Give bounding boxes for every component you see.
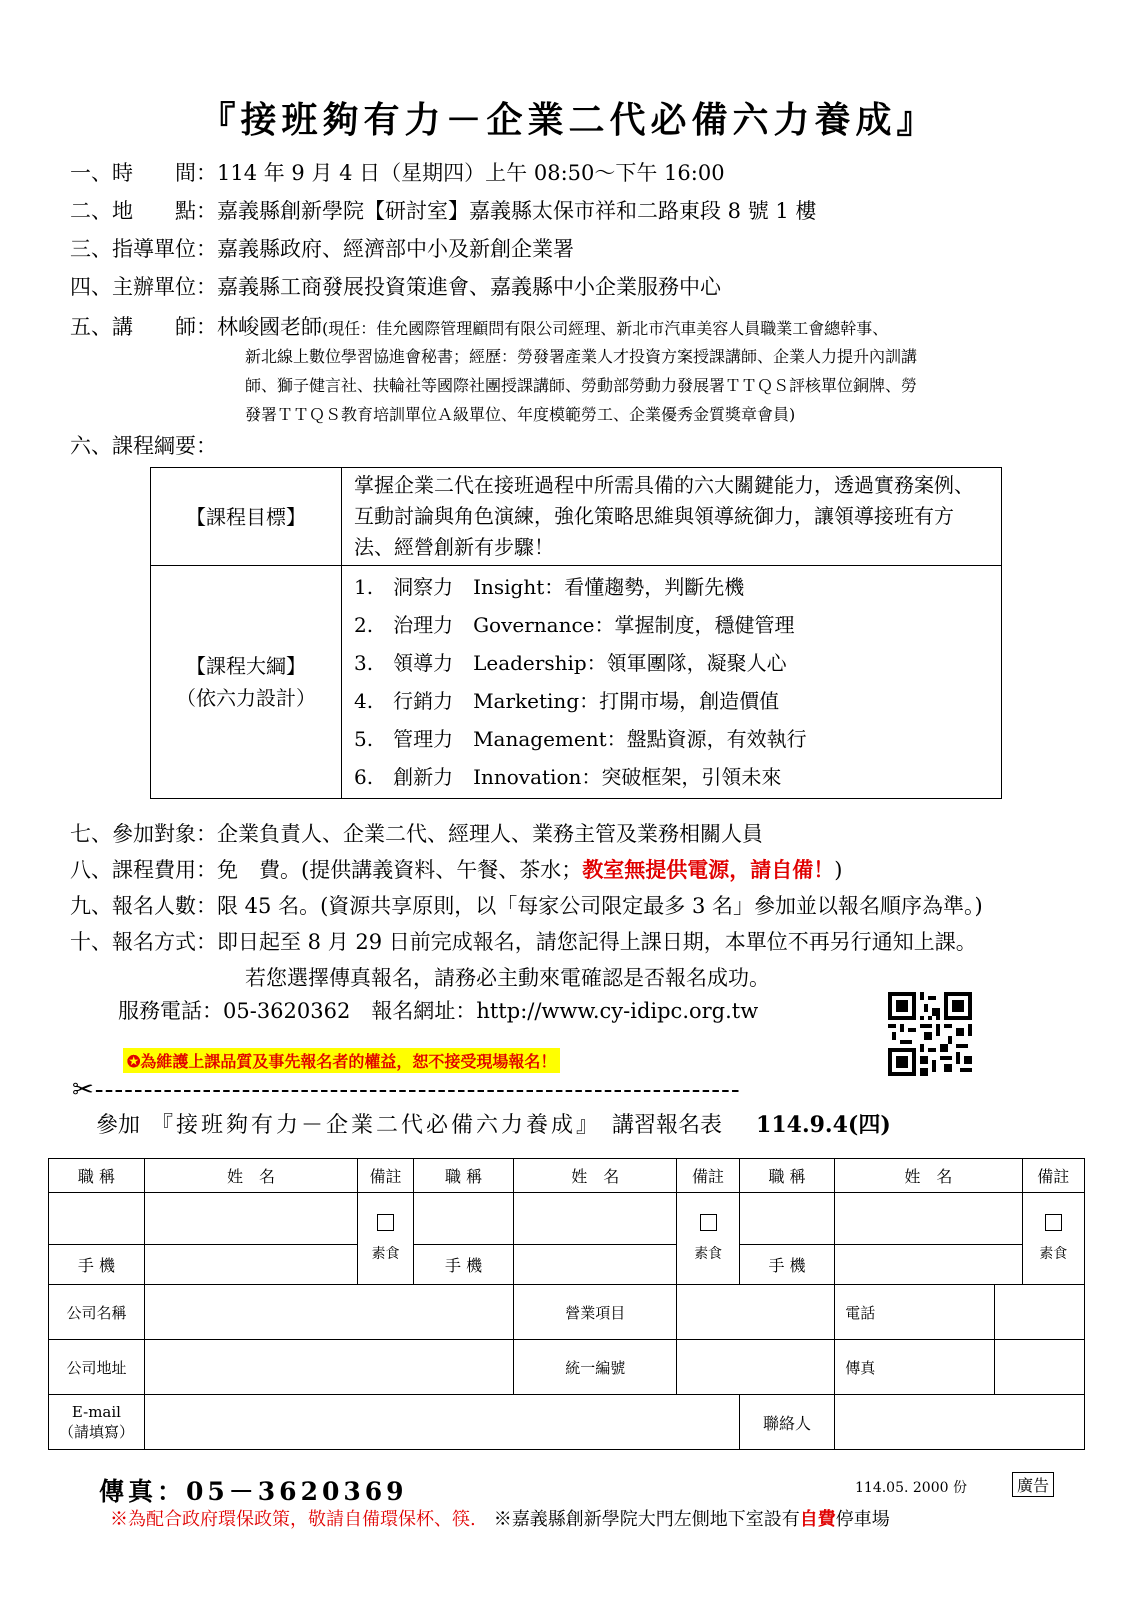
email-label: E-mail （請填寫） <box>49 1395 145 1450</box>
col-note: 備註 <box>358 1159 414 1193</box>
mobile-field[interactable] <box>514 1245 677 1285</box>
col-title: 職 稱 <box>413 1159 513 1193</box>
contact-person-label: 聯絡人 <box>739 1395 835 1450</box>
print-info: 114.05. 2000 份 <box>855 1480 967 1496</box>
info-time: 一、時 間：114 年 9 月 4 日（星期四）上午 08:50～下午 16:00 <box>70 161 725 185</box>
info-guidance: 三、指導單位：嘉義縣政府、經濟部中小及新創企業署 <box>70 237 574 261</box>
company-name-label: 公司名稱 <box>49 1285 145 1340</box>
col-note: 備註 <box>1022 1159 1084 1193</box>
instructor-line: 五、講 師：林峻國老師(現任：佳允國際管理顧問有限公司經理、新北市汽車美容人員職業工會總幹事、 <box>70 315 889 339</box>
info-quota: 九、報名人數：限 45 名。(資源共享原則，以「每家公司限定最多 3 名」參加並以報名順序為準。) <box>70 894 983 918</box>
phone-field[interactable] <box>994 1285 1084 1340</box>
info-organizer: 四、主辦單位：嘉義縣工商發展投資策進會、嘉義縣中小企業服務中心 <box>70 275 721 299</box>
contact-line: 服務電話：05-3620362 報名網址：http://www.cy-idipc.org.tw <box>118 999 759 1023</box>
vegetarian-cell: 素食 <box>358 1193 414 1285</box>
outline-item: 5. 管理力 Management：盤點資源，有效執行 <box>354 727 807 751</box>
address-label: 公司地址 <box>49 1340 145 1395</box>
vegetarian-checkbox[interactable] <box>1045 1214 1062 1231</box>
outline-item: 3. 領導力 Leadership：領軍團隊，凝聚人心 <box>354 651 787 675</box>
vegetarian-cell: 素食 <box>1022 1193 1084 1285</box>
mobile-label: 手 機 <box>413 1245 513 1285</box>
mobile-field[interactable] <box>144 1245 357 1285</box>
name-field[interactable] <box>835 1193 1022 1245</box>
goal-label: 【課程目標】 <box>151 468 342 566</box>
outline-item: 4. 行銷力 Marketing：打開市場，創造價值 <box>354 689 780 713</box>
business-label: 營業項目 <box>514 1285 677 1340</box>
col-title: 職 稱 <box>49 1159 145 1193</box>
info-fee: 八、課程費用：免 費。(提供講義資料、午餐、茶水；教室無提供電源，請自備！) <box>70 857 843 882</box>
title-field[interactable] <box>413 1193 513 1245</box>
business-field[interactable] <box>677 1285 835 1340</box>
mobile-label: 手 機 <box>49 1245 145 1285</box>
tax-id-label: 統一編號 <box>514 1340 677 1395</box>
qr-code <box>888 992 972 1076</box>
outline-item: 2. 治理力 Governance：掌握制度，穩健管理 <box>354 613 795 637</box>
title-field[interactable] <box>49 1193 145 1245</box>
outline-heading: 六、課程綱要： <box>70 434 217 458</box>
address-field[interactable] <box>144 1340 513 1395</box>
goal-text: 掌握企業二代在接班過程中所需具備的六大關鍵能力，透過實務案例、互動討論與角色演練，強化策略思維與領導統御力，讓領導接班有方法、經營創新有步驟！ <box>342 468 1002 566</box>
outline-item: 1. 洞察力 Insight：看懂趨勢，判斷先機 <box>354 575 745 599</box>
col-name: 姓 名 <box>514 1159 677 1193</box>
form-title: 參加 『接班夠有力－企業二代必備六力養成』 講習報名表 114.9.4(四) <box>96 1112 891 1138</box>
info-location: 二、地 點：嘉義縣創新學院【研討室】嘉義縣太保市祥和二路東段 8 號 1 樓 <box>70 199 817 223</box>
mobile-label: 手 機 <box>739 1245 835 1285</box>
tax-id-field[interactable] <box>677 1340 835 1395</box>
outline-item: 6. 創新力 Innovation：突破框架，引領未來 <box>354 765 782 789</box>
company-name-field[interactable] <box>144 1285 513 1340</box>
registration-form <box>48 1158 1085 1450</box>
course-table <box>150 467 1002 799</box>
col-name: 姓 名 <box>144 1159 357 1193</box>
footer-note: ※為配合政府環保政策，敬請自備環保杯、筷. ※嘉義縣創新學院大門左側地下室設有自費停車場 <box>110 1509 890 1530</box>
ad-label: 廣告 <box>1012 1472 1054 1497</box>
outline-label: 【課程大綱】 （依六力設計） <box>151 566 342 799</box>
onsite-notice: ✪為維護上課品質及事先報名者的權益，恕不接受現場報名！ <box>123 1048 560 1073</box>
name-field[interactable] <box>144 1193 357 1245</box>
info-audience: 七、參加對象：企業負責人、企業二代、經理人、業務主管及業務相關人員 <box>70 822 763 846</box>
email-field[interactable] <box>144 1395 739 1450</box>
page-title: 『接班夠有力－企業二代必備六力養成』 <box>199 99 938 141</box>
contact-person-field[interactable] <box>835 1395 1085 1450</box>
vegetarian-checkbox[interactable] <box>377 1214 394 1231</box>
vegetarian-cell: 素食 <box>677 1193 739 1285</box>
phone-label: 電話 <box>835 1285 995 1340</box>
fax-field[interactable] <box>994 1340 1084 1395</box>
fax-number: 傳真：05－3620369 <box>99 1477 408 1506</box>
name-field[interactable] <box>514 1193 677 1245</box>
fax-label: 傳真 <box>835 1340 995 1395</box>
col-title: 職 稱 <box>739 1159 835 1193</box>
info-register: 十、報名方式：即日起至 8 月 29 日前完成報名，請您記得上課日期，本單位不再另行通知上課。 <box>70 930 977 954</box>
instructor-detail: 新北線上數位學習協進會秘書；經歷：勞發署產業人才投資方案授課講師、企業人力提升內訓講 師、獅子健言社、扶輪社等國際社團授課講師、勞動部勞動力發展署ＴＴＱＳ評核單位銅牌、勞 發署ＴＴＱＳ教育培訓單位Ａ級單位、年度模範勞工、企業優秀金質獎章會員) <box>245 347 918 424</box>
title-field[interactable] <box>739 1193 835 1245</box>
vegetarian-checkbox[interactable] <box>700 1214 717 1231</box>
outline-items <box>342 566 1002 799</box>
col-note: 備註 <box>677 1159 739 1193</box>
mobile-field[interactable] <box>835 1245 1022 1285</box>
cut-line: ✂------------------------------------------------------------------ <box>72 1075 741 1105</box>
col-name: 姓 名 <box>835 1159 1022 1193</box>
info-register-note: 若您選擇傳真報名，請務必主動來電確認是否報名成功。 <box>245 966 770 990</box>
